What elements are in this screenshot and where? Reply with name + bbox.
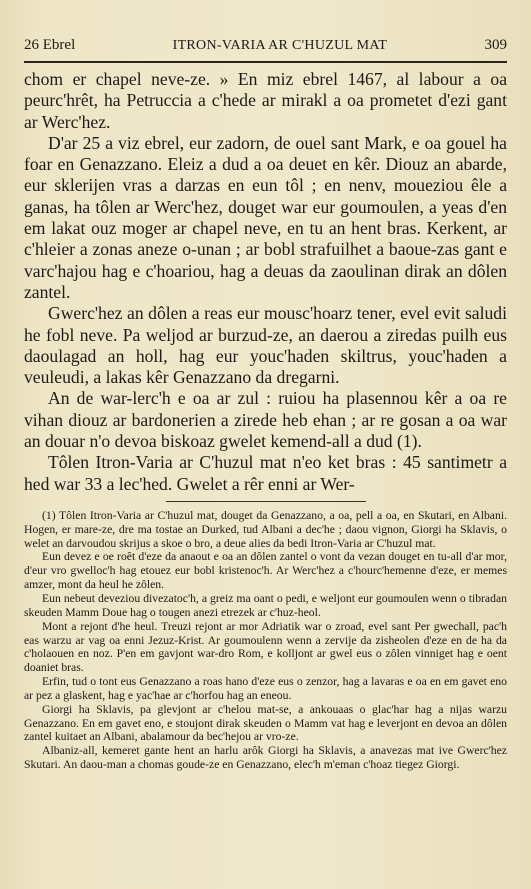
running-head bbox=[24, 36, 507, 55]
paragraph: Gwerc'hez an dôlen a reas eur mousc'hoarz tener, evel evit saludi he fobl neve. Pa weljod ar burzud-ze, an daerou a ziredas puilh eus daoulagad an holl, hag eur youc'haden skiltrus, youc'haden a veuleudi, a lakas kêr Genazzano da dregarni. bbox=[24, 303, 507, 388]
paragraph: chom er chapel neve-ze. » En miz ebrel 1467, al labour a oa peurc'hrêt, ha Petruccia a c'hede ar mirakl a oa prometet d'ezi gant ar Werc'hez. bbox=[24, 69, 507, 132]
footnote-paragraph: Albaniz-all, kemeret gante hent an harlu arôk Giorgi ha Sklavis, a anavezas mat ive Gwerc'hez Skutari. An daou-man a chomas goude-ze en Genazzano, elec'h m'eman c'hoaz tiegez Giorgi. bbox=[24, 744, 507, 772]
footnotes bbox=[24, 509, 507, 772]
footnote-paragraph: (1) Tôlen Itron-Varia ar C'huzul mat, douget da Genazzano, a oa, pell a oa, en Skutari, en Albani. Hogen, er mare-ze, dre ma tostae an Durked, tud Albani a dec'he ; daou vignon, Giorgi ha Sklavis, o welet an darvoudou skrijus a skoe o bro, a deue alies da bedi Itron-Varia ar C'huzul mat. bbox=[24, 508, 507, 550]
header-date: 26 Ebrel bbox=[24, 37, 76, 53]
header-rule bbox=[24, 61, 507, 63]
footnote-separator bbox=[166, 501, 366, 502]
header-title: ITRON-VARIA AR C'HUZUL MAT bbox=[172, 38, 388, 53]
paragraph: An de war-lerc'h e oa ar zul : ruiou ha plasennou kêr a oa re vihan diouz ar bardonerien a zirede heb ehan ; ar re gosan a oa war an douar n'o devoa biskoaz gwelet kemend-all a dud (1). bbox=[24, 388, 507, 452]
main-text bbox=[24, 69, 507, 495]
footnote-paragraph: Mont a rejont d'he heul. Treuzi rejont ar mor Adriatik war o zroad, evel sant Per gwechall, pac'h eas warzu ar vag oa enni Jezuz-Krist. Ar goumoulenn wenn a zervije da zisheolen d'eze en de ha da c'holaouen en noz. P'en em gavjont war-dro Rom, e kolljont ar gwel eus o zôlen vinniget hag e oent doaniet bras. bbox=[24, 619, 507, 675]
footnote-paragraph: Erfin, tud o tont eus Genazzano a roas hano d'eze eus o zenzor, hag a lavaras e oa en em gavet eno ar pez a glaskent, hag e yac'hae ar c'horfou hag an eneou. bbox=[24, 675, 507, 702]
page-number: 309 bbox=[484, 37, 507, 53]
paragraph: D'ar 25 a viz ebrel, eur zadorn, de ouel sant Mark, e oa gouel ha foar en Genazzano. Eleiz a dud a oa deuet en kêr. Diouz an abarde, eur sklerijen vras a darzas en eun tôl ; en nenv, moueziou êle a ganas, ha tôlen ar Werc'hez, douget war eur goumoulen, a yeas d'en em lakat ouz moger ar chapel neve, en tu an hent bras. Kerkent, ar c'hleier a zonas aneze o-unan ; ar bobl strafuilhet a baoue-zas gant e varc'hajou hag e c'hoariou, hag a deuas da zaoulinan dirak an dôlen zantel. bbox=[24, 132, 507, 302]
paragraph: Tôlen Itron-Varia ar C'huzul mat n'eo ket bras : 45 santimetr a hed war 33 a lec'hed. Gwelet a rêr enni ar Wer- bbox=[24, 452, 507, 494]
footnote-paragraph: Eun nebeut deveziou divezatoc'h, a greiz ma oant o pedi, e weljont eur goumoulen wenn o tibradan skeuden Mamm Doue hag o tougen anezi etrezek ar c'huz-heol. bbox=[24, 592, 507, 619]
footnote-paragraph: Eun devez e oe roêt d'eze da anaout e oa an dôlen zantel o vont da vezan douget en tu-all d'ar mor, d'eur vro gwelloc'h hag etouez eur bobl kristenoc'h. Ar Werc'hez a c'hourc'hemenne d'eze, er memes amzer, mont da heul he zôlen. bbox=[24, 550, 507, 592]
footnote-paragraph: Giorgi ha Sklavis, pa glevjont ar c'helou mat-se, a ankouaas o glac'har hag a nijas warzu Genazzano. En em gavet eno, e stoujont dirak skeuden o Mamm vat hag e leverjont en devoa an dôlen zantel kuitaet an Albani, abalamour da bec'hejou ar vro-ze. bbox=[24, 702, 507, 744]
